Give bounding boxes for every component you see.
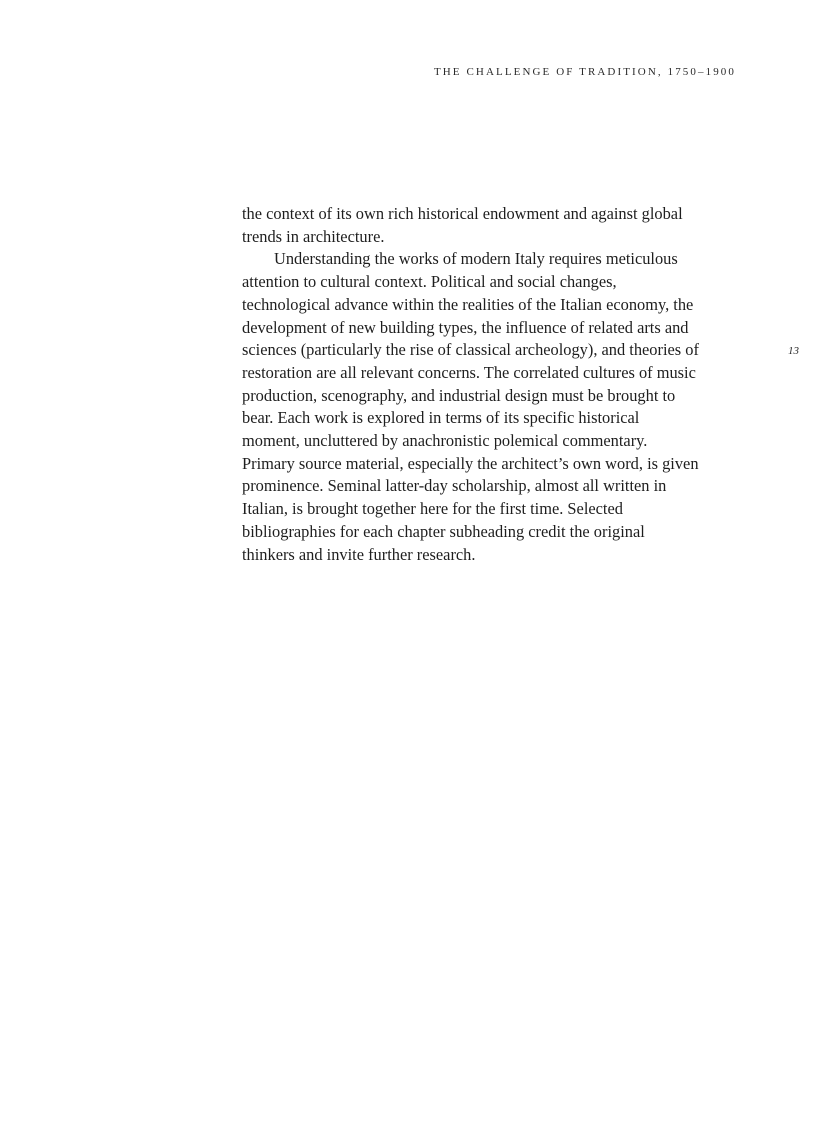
text-line: prominence. Seminal latter-day scholarship, almost all written in xyxy=(242,476,667,496)
text-line: bear. Each work is explored in terms of its specific historical xyxy=(242,408,640,428)
text-line: Italian, is brought together here for the first time. Selected xyxy=(242,499,623,519)
page-number: 13 xyxy=(788,345,799,357)
text-line: development of new building types, the influence of related arts and xyxy=(242,317,689,337)
text-line: moment, uncluttered by anachronistic polemical commentary. xyxy=(242,431,648,451)
body-text xyxy=(242,203,742,566)
text-line: Primary source material, especially the architect’s own word, is given xyxy=(242,453,699,473)
text-line: the context of its own rich historical endowment and against global xyxy=(242,204,683,223)
text-line: restoration are all relevant concerns. The correlated cultures of music xyxy=(242,362,696,382)
text-line-indented: Understanding the works of modern Italy requires meticulous xyxy=(274,249,678,269)
text-line: trends in architecture. xyxy=(242,226,385,246)
text-line: sciences (particularly the rise of classical archeology), and theories of xyxy=(242,340,699,360)
text-line: technological advance within the realities of the Italian economy, the xyxy=(242,294,694,314)
running-head: THE CHALLENGE OF TRADITION, 1750–1900 xyxy=(433,66,736,78)
text-line: bibliographies for each chapter subheading credit the original xyxy=(242,521,645,541)
text-line: production, scenography, and industrial design must be brought to xyxy=(242,385,676,405)
text-line: attention to cultural context. Political and social changes, xyxy=(242,272,617,292)
text-line: thinkers and invite further research. xyxy=(242,544,476,564)
